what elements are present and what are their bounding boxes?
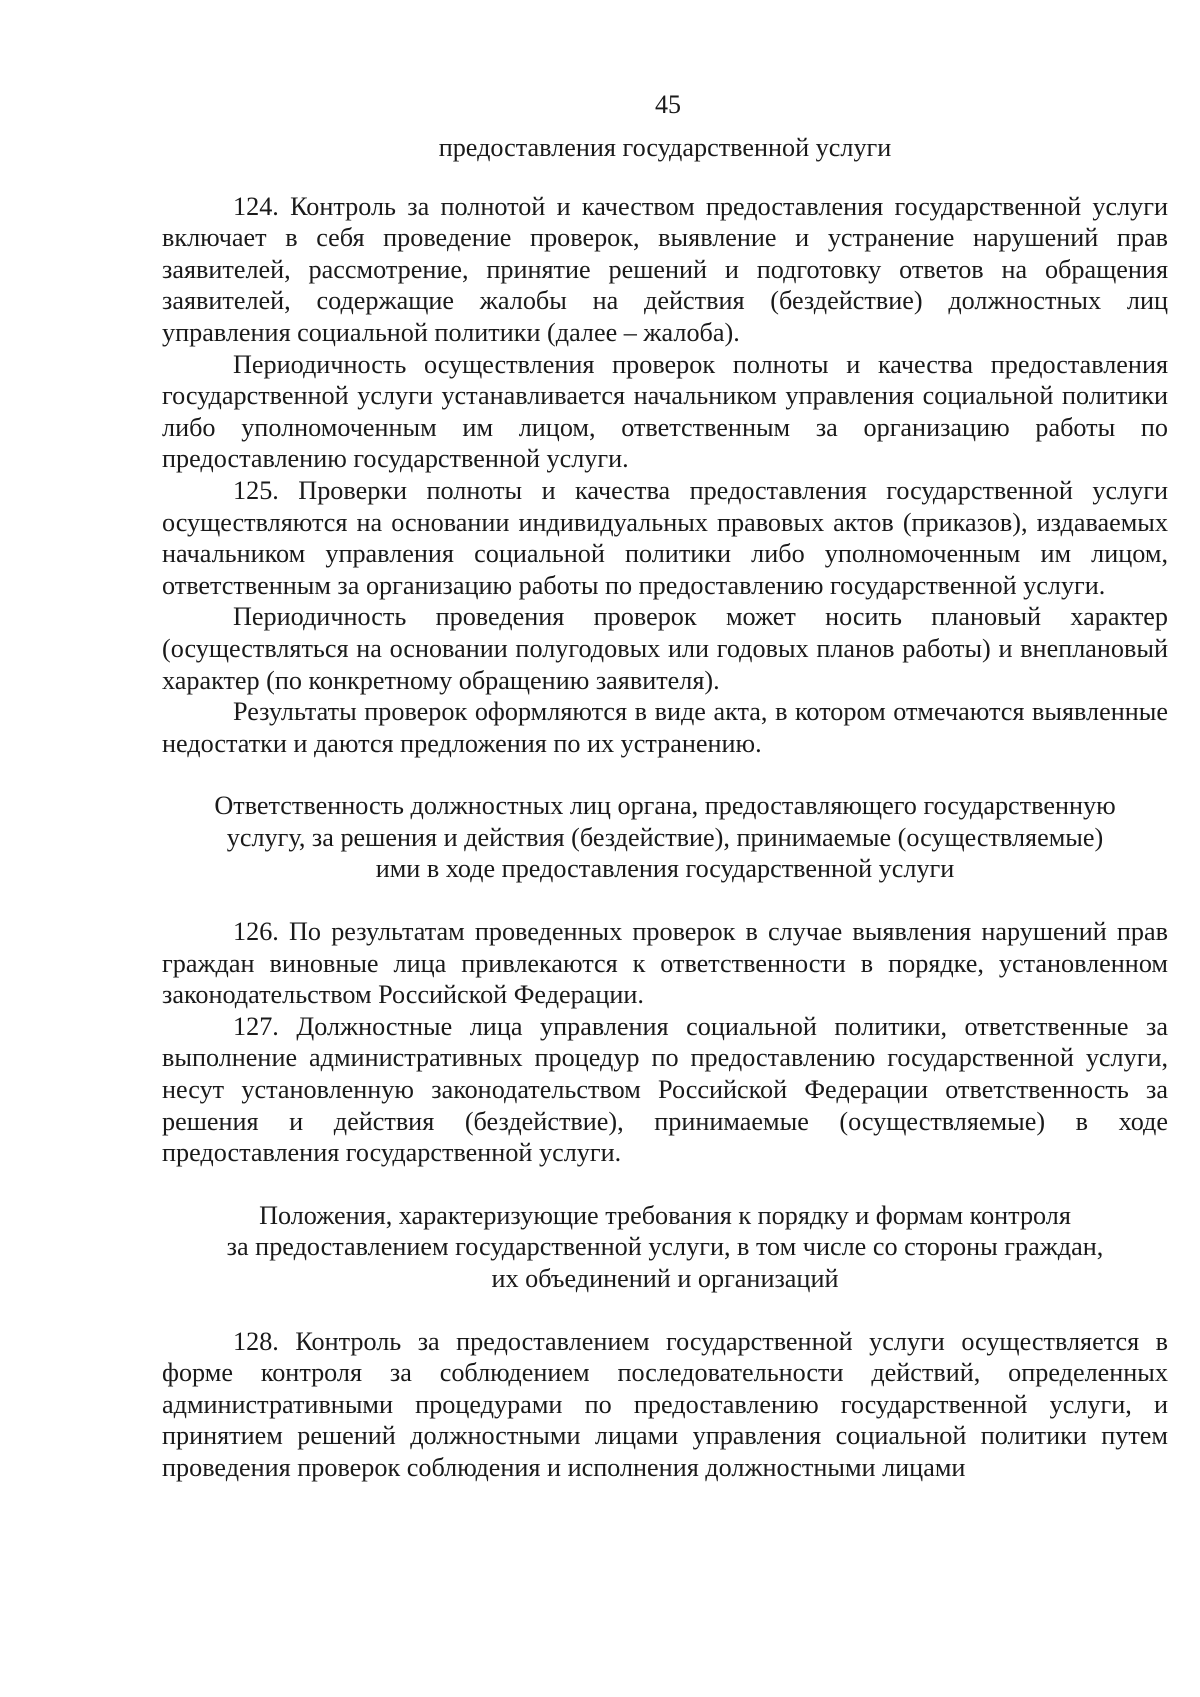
document-body: [162, 132, 1168, 1484]
heading-line: за предоставлением государственной услуги, в том числе со стороны граждан,: [226, 1232, 1104, 1262]
paragraph-inspection-frequency: Периодичность осуществления проверок полноты и качества предоставления государственной услуги устанавливается начальником управления социальной политики либо уполномоченным им лицом, ответственным за организацию работы по предоставлению государственной услуги.: [162, 349, 1168, 474]
heading-line: услугу, за решения и действия (бездействие), принимаемые (осуществляемые): [226, 822, 1104, 852]
section-heading-responsibility: [162, 790, 1168, 885]
page-number: 45: [655, 90, 681, 119]
heading-line: Ответственность должностных лиц органа, предоставляющего государственную: [214, 791, 1116, 821]
paragraph-inspection-results: Результаты проверок оформляются в виде акта, в котором отмечаются выявленные недостатки и даются предложения по их устранению.: [162, 697, 1168, 758]
paragraph-128: 128. Контроль за предоставлением государственной услуги осуществляется в форме контроля за соблюдением последовательности действий, определенных административными процедурами по предоставлению государственной услуги, и принятием решений должностными лицами управления социальной политики путем проведения проверок соблюдения и исполнения должностными лицами: [162, 1326, 1168, 1482]
heading-line: их объединений и организаций: [491, 1264, 839, 1293]
paragraph-124: 124. Контроль за полнотой и качеством предоставления государственной услуги включает в себя проведение проверок, выявление и устранение нарушений прав заявителей, рассмотрение, принятие решений и подготовку ответов на обращения заявителей, содержащие жалобы на действия (бездействие) должностных лиц управления социальной политики (далее – жалоба).: [162, 191, 1168, 347]
heading-line: ими в ходе предоставления государственной услуги: [375, 854, 955, 884]
continued-section-heading: предоставления государственной услуги: [438, 133, 892, 162]
paragraph-inspection-type: Периодичность проведения проверок может носить плановый характер (осуществляться на основании полугодовых или годовых планов работы) и внеплановый характер (по конкретному обращению заявителя).: [162, 602, 1168, 695]
heading-line: Положения, характеризующие требования к порядку и формам контроля: [259, 1200, 1071, 1230]
paragraph-127: 127. Должностные лица управления социальной политики, ответственные за выполнение административных процедур по предоставлению государственной услуги, несут установленную законодательством Российской Федерации ответственность за решения и действия (бездействие), принимаемые (осуществляемые) в ходе предоставления государственной услуги.: [162, 1011, 1168, 1168]
paragraph-125: 125. Проверки полноты и качества предоставления государственной услуги осуществляются на основании индивидуальных правовых актов (приказов), издаваемых начальником управления социальной политики либо уполномоченным им лицом, ответственным за организацию работы по предоставлению государственной услуги.: [162, 475, 1168, 600]
section-heading-control-requirements: [162, 1200, 1168, 1295]
paragraph-126: 126. По результатам проведенных проверок в случае выявления нарушений прав граждан виновные лица привлекаются к ответственности в порядке, установленном законодательством Российской Федерации.: [162, 917, 1168, 1010]
